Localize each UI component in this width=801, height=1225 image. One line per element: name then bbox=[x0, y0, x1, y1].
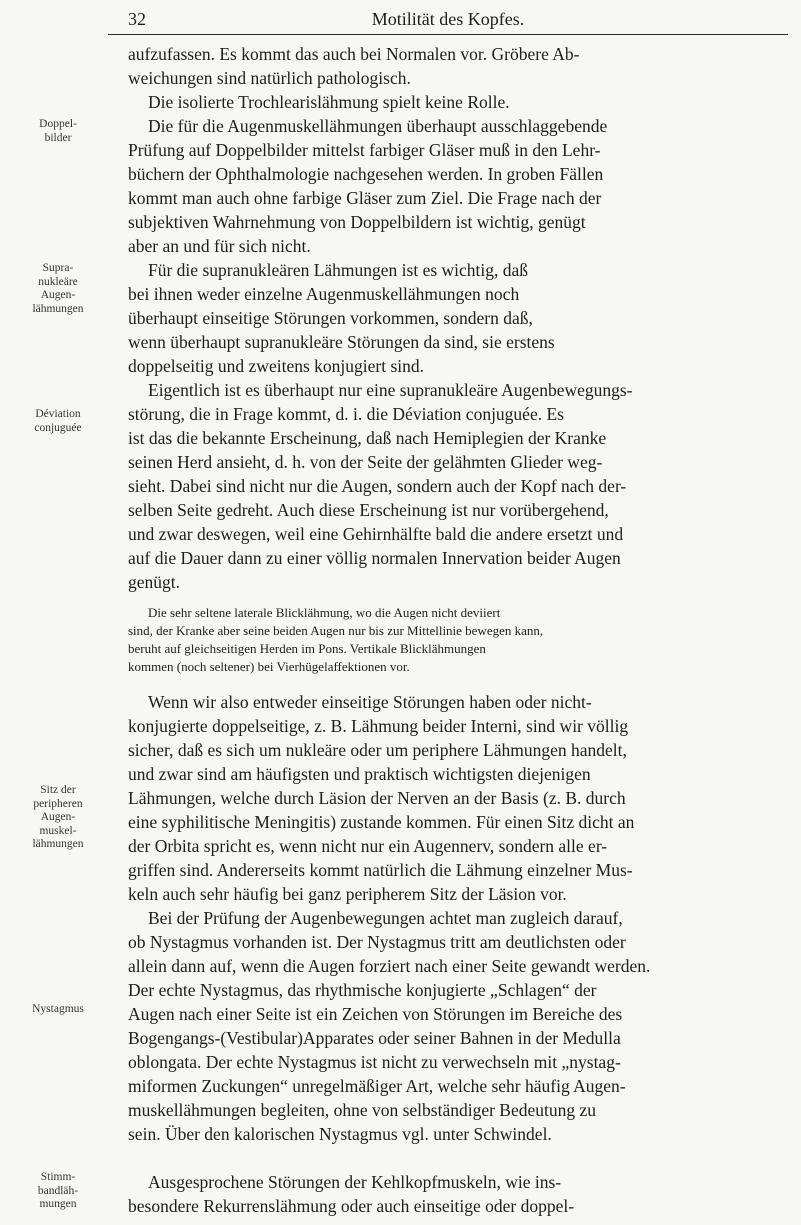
margin-note-doppelbilder: Doppel- bilder bbox=[39, 118, 77, 144]
margin-note-sitz: Sitz der peripheren Augen- muskel- lähmungen bbox=[32, 784, 84, 850]
body-line: sicher, daß es sich um nukleäre oder um periphere Lähmungen handelt, bbox=[128, 740, 627, 760]
body-line: aufzufassen. Es kommt das auch bei Normalen vor. Gröbere Ab- bbox=[128, 44, 580, 64]
body-line: Der echte Nystagmus, das rhythmische konjugierte „Schlagen“ der bbox=[128, 980, 597, 1000]
body-line: keln auch sehr häufig bei ganz peripherem Sitz der Läsion vor. bbox=[128, 884, 567, 904]
body-line: doppelseitig und zweitens konjugiert sind. bbox=[128, 356, 424, 376]
body-line: bei ihnen weder einzelne Augenmuskellähmungen noch bbox=[128, 284, 520, 304]
body-line: ist das die bekannte Erscheinung, daß nach Hemiplegien der Kranke bbox=[128, 428, 607, 448]
body-line: allein dann auf, wenn die Augen forziert nach einer Seite gewandt werden. bbox=[128, 956, 651, 976]
body-line: Augen nach einer Seite ist ein Zeichen von Störungen im Bereiche des bbox=[128, 1004, 623, 1024]
page-number: 32 bbox=[128, 9, 146, 29]
margin-note-deviation: Déviation conjuguée bbox=[34, 408, 82, 434]
body-line: und zwar deswegen, weil eine Gehirnhälfte bald die andere ersetzt und bbox=[128, 524, 624, 544]
small-print-line: Die sehr seltene laterale Blicklähmung, wo die Augen nicht deviiert bbox=[148, 605, 501, 620]
body-line: sieht. Dabei sind nicht nur die Augen, sondern auch der Kopf nach der- bbox=[128, 476, 627, 496]
margin-note-supranukleaere: Supra- nukleäre Augen- lähmungen bbox=[32, 262, 84, 315]
body-line: genügt. bbox=[128, 572, 181, 592]
body-line: Ausgesprochene Störungen der Kehlkopfmuskeln, wie ins- bbox=[148, 1172, 562, 1192]
body-line: Die für die Augenmuskellähmungen überhaupt ausschlaggebende bbox=[148, 116, 608, 136]
body-line: wenn überhaupt supranukleäre Störungen da sind, sie erstens bbox=[128, 332, 555, 352]
body-line: Eigentlich ist es überhaupt nur eine supranukleäre Augenbewegungs- bbox=[148, 380, 633, 400]
body-line: konjugierte doppelseitige, z. B. Lähmung beider Interni, sind wir völlig bbox=[128, 716, 629, 736]
body-line: miformen Zuckungen“ unregelmäßiger Art, welche sehr häufig Augen- bbox=[128, 1076, 626, 1096]
margin-note-nystagmus: Nystagmus bbox=[32, 1003, 84, 1015]
body-line: Wenn wir also entweder einseitige Störungen haben oder nicht- bbox=[148, 692, 592, 712]
body-line: Die isolierte Trochlearislähmung spielt keine Rolle. bbox=[148, 92, 510, 112]
body-line: büchern der Ophthalmologie nachgesehen werden. In groben Fällen bbox=[128, 164, 604, 184]
body-line: selben Seite gedreht. Auch diese Erscheinung ist nur vorübergehend, bbox=[128, 500, 609, 520]
margin-note-stimmband: Stimm- bandläh- mungen bbox=[37, 1171, 79, 1210]
body-line: Bogengangs-(Vestibular)Apparates oder seiner Bahnen in der Medulla bbox=[128, 1028, 621, 1048]
body-line: und zwar sind am häufigsten und praktisch wichtigsten diejenigen bbox=[128, 764, 591, 784]
small-print-line: sind, der Kranke aber seine beiden Augen nur bis zur Mittellinie bewegen kann, bbox=[128, 623, 544, 638]
body-line: weichungen sind natürlich pathologisch. bbox=[128, 68, 411, 88]
header-rule bbox=[108, 34, 788, 35]
body-line: kommt man auch ohne farbige Gläser zum Ziel. Die Frage nach der bbox=[128, 188, 602, 208]
body-line: ob Nystagmus vorhanden ist. Der Nystagmus tritt am deutlichsten oder bbox=[128, 932, 626, 952]
body-line: besondere Rekurrenslähmung oder auch einseitige oder doppel- bbox=[128, 1196, 575, 1216]
body-line: aber an und für sich nicht. bbox=[128, 236, 311, 256]
body-line: Bei der Prüfung der Augenbewegungen achtet man zugleich darauf, bbox=[148, 908, 623, 928]
body-line: seinen Herd ansieht, d. h. von der Seite der gelähmten Glieder weg- bbox=[128, 452, 603, 472]
body-line: überhaupt einseitige Störungen vorkommen, sondern daß, bbox=[128, 308, 533, 328]
body-line: oblongata. Der echte Nystagmus ist nicht zu verwechseln mit „nystag- bbox=[128, 1052, 621, 1072]
running-title: Motilität des Kopfes. bbox=[371, 9, 525, 29]
body-line: eine syphilitische Meningitis) zustande kommen. Für einen Sitz dicht an bbox=[128, 812, 635, 832]
body-line: griffen sind. Andererseits kommt natürlich die Lähmung einzelner Mus- bbox=[128, 860, 633, 880]
small-print-line: kommen (noch seltener) bei Vierhügelaffektionen vor. bbox=[128, 659, 410, 674]
page-header bbox=[128, 6, 768, 32]
body-line: subjektiven Wahrnehmung von Doppelbildern ist wichtig, genügt bbox=[128, 212, 586, 232]
body-line: Prüfung auf Doppelbilder mittelst farbiger Gläser muß in den Lehr- bbox=[128, 140, 601, 160]
body-line: muskellähmungen begleiten, ohne von selbständiger Bedeutung zu bbox=[128, 1100, 597, 1120]
body-line: Lähmungen, welche durch Läsion der Nerven an der Basis (z. B. durch bbox=[128, 788, 626, 808]
body-line: störung, die in Frage kommt, d. i. die Déviation conjuguée. Es bbox=[128, 404, 564, 424]
body-line: Für die supranukleären Lähmungen ist es wichtig, daß bbox=[148, 260, 529, 280]
small-print-line: beruht auf gleichseitigen Herden im Pons. Vertikale Blicklähmungen bbox=[128, 641, 486, 656]
body-line: sein. Über den kalorischen Nystagmus vgl. unter Schwindel. bbox=[128, 1124, 552, 1144]
body-line: der Orbita spricht es, wenn nicht nur ein Augennerv, sondern alle er- bbox=[128, 836, 608, 856]
body-line: auf die Dauer dann zu einer völlig normalen Innervation beider Augen bbox=[128, 548, 621, 568]
